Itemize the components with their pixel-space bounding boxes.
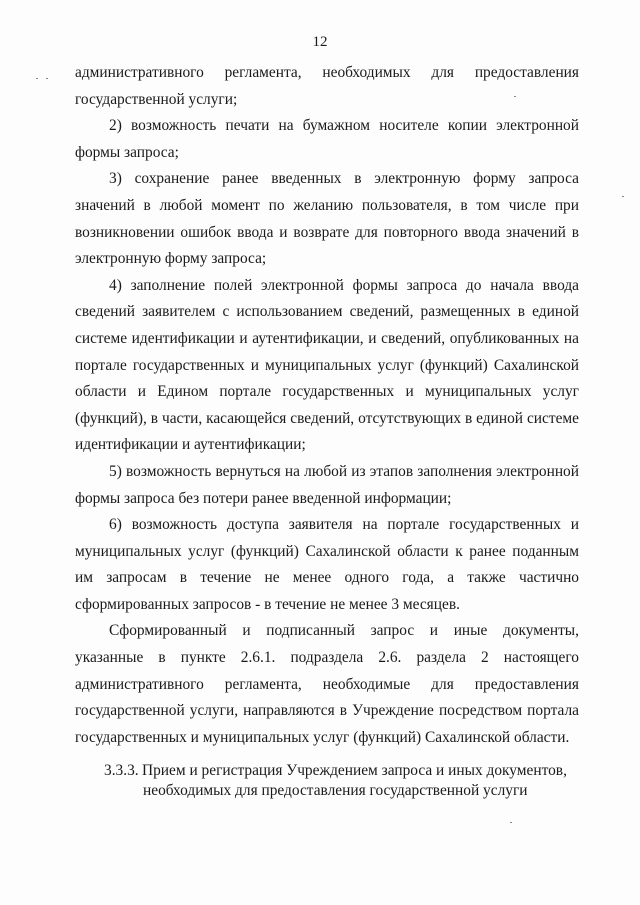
paragraph-3: 3) сохранение ранее введенных в электронную форму запроса значений в любой момент по желанию пользователя, в том числе при возникновении ошибок ввода и возврате для повторного ввода значений в электронную форму запроса; xyxy=(75,170,579,268)
scan-speck xyxy=(510,822,512,823)
section-heading xyxy=(104,761,604,801)
scan-speck xyxy=(36,78,38,79)
paragraph-7: Сформированный и подписанный запрос и иные документы, указанные в пункте 2.6.1. подраздела 2.6. раздела 2 настоящего административного регламента, необходимые для предоставления государственной услуги, направляются в Учреждение посредством портала государственных и муниципальных услуг (функций) Сахалинской области. xyxy=(75,622,579,746)
scan-speck xyxy=(514,96,516,97)
paragraph-2: 2) возможность печати на бумажном носителе копии электронной формы запроса; xyxy=(75,117,579,161)
body-text xyxy=(75,60,579,751)
paragraph-4: 4) заполнение полей электронной формы запроса до начала ввода сведений заявителем с использованием сведений, размещенных в единой системе идентификации и аутентификации, и сведений, опубликованных на портале государственных и муниципальных услуг (функций) Сахалинской области и Едином портале государственных и муниципальных услуг (функций), в части, касающейся сведений, отсутствующих в единой системе идентификации и аутентификации; xyxy=(75,276,579,454)
scan-speck xyxy=(622,196,624,197)
paragraph-1: административного регламента, необходимых для предоставления государственной услуги; xyxy=(75,64,579,108)
scan-speck xyxy=(46,78,48,79)
section-number: 3.3.3. xyxy=(104,762,139,779)
section-heading-line-2: необходимых для предоставления государственной услуги xyxy=(143,782,528,799)
page-number: 12 xyxy=(312,34,328,50)
paragraph-6: 6) возможность доступа заявителя на портале государственных и муниципальных услуг (функций) Сахалинской области к ранее поданным им запросам в течение не менее одного года, а также частично сформированных запросов - в течение не менее 3 месяцев. xyxy=(75,516,579,613)
paragraph-5: 5) возможность вернуться на любой из этапов заполнения электронной формы запроса без потери ранее введенной информации; xyxy=(75,462,579,507)
section-heading-line-1: Прием и регистрация Учреждением запроса и иных документов, xyxy=(142,762,567,779)
